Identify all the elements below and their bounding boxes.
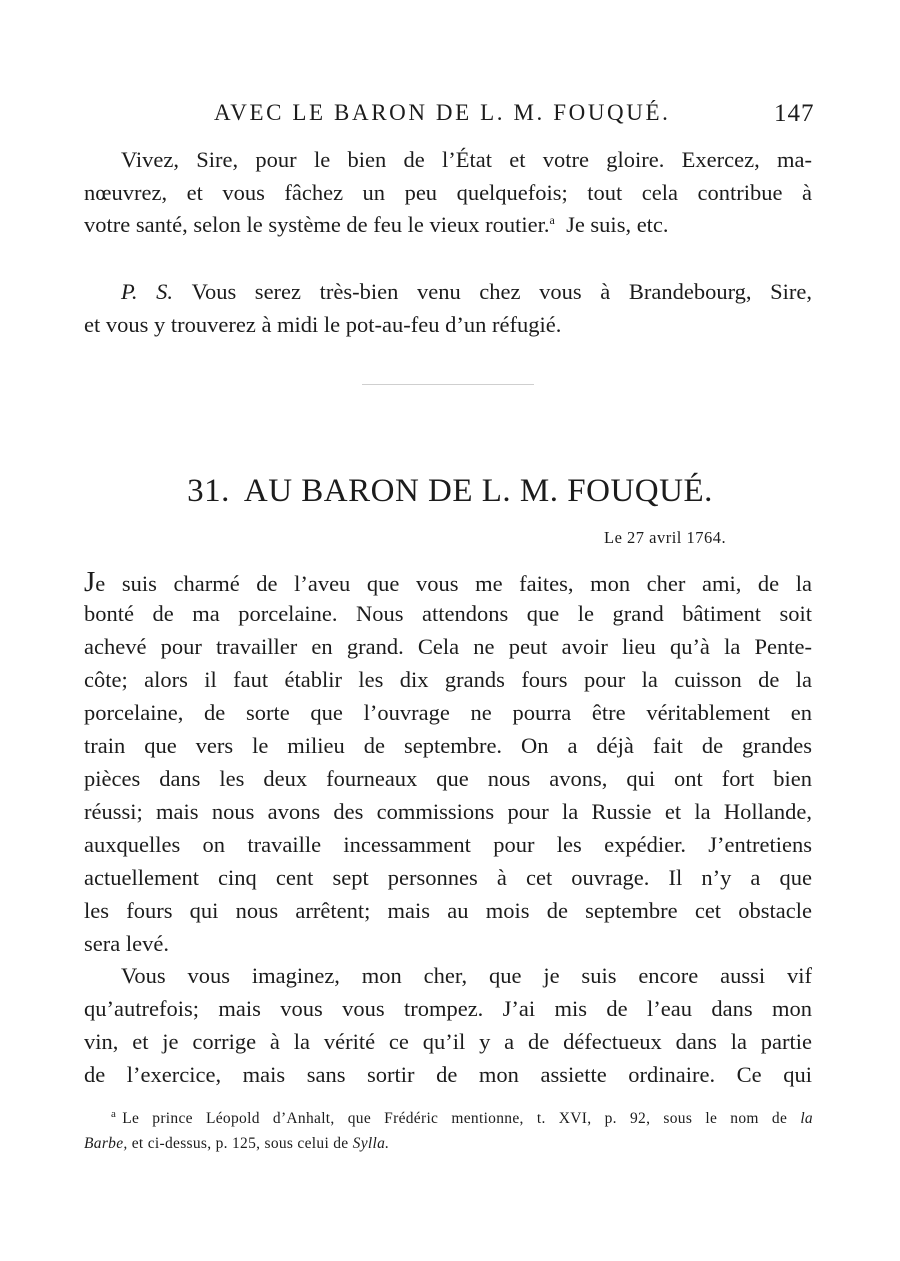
text-line-content: e suis charmé de l’aveu que vous me faites, mon cher ami, de la [95, 571, 812, 596]
footnote-line [84, 1135, 389, 1153]
postscript-line: et vous y trouverez à midi le pot-au-feu d’un réfugié. [84, 312, 562, 337]
text-line: train que vers le milieu de septembre. On a déjà fait de grandes [84, 733, 812, 758]
footnote-italic: Barbe, [84, 1135, 128, 1152]
footnote-label: a [111, 1108, 117, 1120]
text-line: nœuvrez, et vous fâchez un peu quelquefois; tout cela contribue à [84, 180, 812, 205]
letter-number: 31. [187, 473, 230, 509]
text-line [84, 568, 812, 597]
footnote-text: Le prince Léopold d’Anhalt, que Frédéric mentionne, t. XVI, p. 92, sous le nom de [122, 1110, 788, 1127]
running-title: AVEC LE BARON DE L. M. FOUQUÉ. [214, 100, 671, 125]
postscript-line [121, 279, 812, 305]
footnote-italic: la [800, 1110, 813, 1127]
postscript-label: P. S. [121, 279, 173, 304]
footnote-italic: Sylla. [352, 1135, 390, 1152]
section-separator [362, 384, 534, 385]
footnote-line [111, 1110, 813, 1128]
text-line: Vivez, Sire, pour le bien de l’État et votre gloire. Exercez, ma- [121, 147, 812, 172]
postscript-text: Vous serez très-bien venu chez vous à Brandebourg, Sire, [191, 279, 813, 304]
text-line [84, 212, 812, 238]
footnote-reference: a [549, 213, 555, 227]
text-line: côte; alors il faut établir les dix grands fours pour la cuisson de la [84, 667, 812, 692]
text-line-content: votre santé, selon le système de feu le vieux routier. [84, 212, 550, 237]
footnote-text: et ci-dessus, p. 125, sous celui de [131, 1135, 349, 1152]
text-line: actuellement cinq cent sept personnes à cet ouvrage. Il n’y a que [84, 865, 812, 890]
letter-date: Le 27 avril 1764. [604, 528, 727, 547]
text-line: pièces dans les deux fourneaux que nous avons, qui ont fort bien [84, 766, 812, 791]
text-line: sera levé. [84, 931, 169, 956]
text-line: auxquelles on travaille incessamment pour les expédier. J’entretiens [84, 832, 812, 857]
text-line: porcelaine, de sorte que l’ouvrage ne pourra être véritablement en [84, 700, 812, 725]
letter-title: AU BARON DE L. M. FOUQUÉ. [243, 473, 713, 509]
letter-heading [0, 473, 900, 510]
text-line: réussi; mais nous avons des commissions pour la Russie et la Hollande, [84, 799, 812, 824]
text-line: les fours qui nous arrêtent; mais au mois de septembre cet obstacle [84, 898, 812, 923]
letter-closing: Je suis, etc. [566, 212, 669, 237]
running-header [0, 100, 900, 134]
text-line: qu’autrefois; mais vous vous trompez. J’ai mis de l’eau dans mon [84, 996, 812, 1021]
text-line: bonté de ma porcelaine. Nous attendons que le grand bâtiment soit [84, 601, 812, 626]
page-number: 147 [774, 100, 815, 127]
text-line: Vous vous imaginez, mon cher, que je suis encore aussi vif [121, 963, 812, 988]
text-line: vin, et je corrige à la vérité ce qu’il y a de défectueux dans la partie [84, 1029, 812, 1054]
drop-cap: J [84, 566, 96, 598]
text-line: de l’exercice, mais sans sortir de mon assiette ordinaire. Ce qui [84, 1062, 812, 1087]
text-line: achevé pour travailler en grand. Cela ne peut avoir lieu qu’à la Pente- [84, 634, 812, 659]
